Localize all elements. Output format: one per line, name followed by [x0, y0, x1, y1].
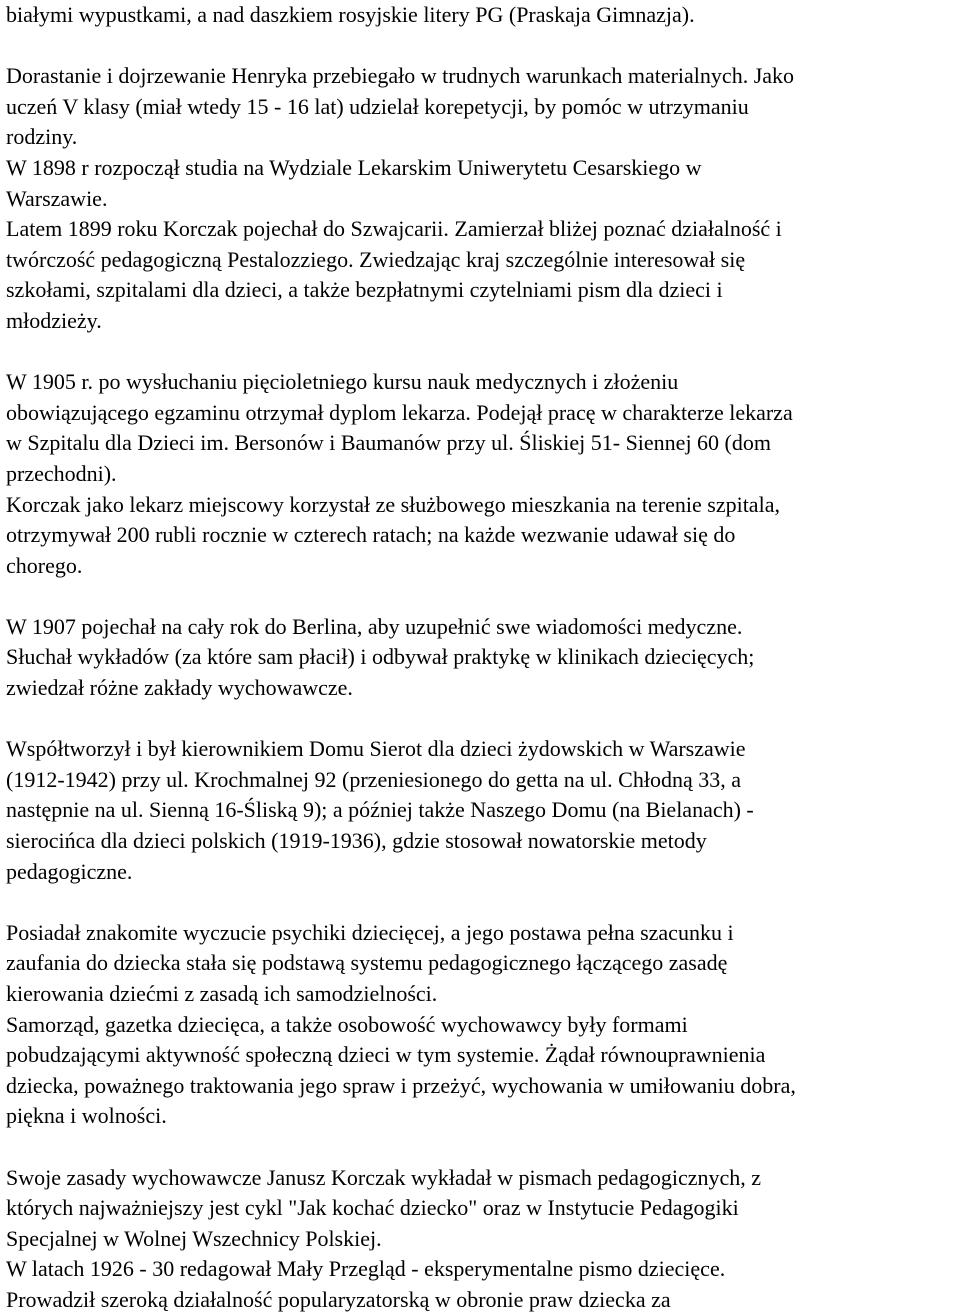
text-line: uczeń V klasy (miał wtedy 15 - 16 lat) udzielał korepetycji, by pomóc w utrzymaniu: [6, 93, 749, 119]
text-line: białymi wypustkami, a nad daszkiem rosyjskie litery PG (Praskaja Gimnazja).: [6, 2, 695, 27]
text-line: dziecka, poważnego traktowania jego spraw i przeżyć, wychowania w umiłowaniu dobra,: [6, 1072, 796, 1098]
text-line: rodziny.: [6, 124, 78, 150]
text-line: Prowadził szeroką działalność popularyzatorską w obronie praw dziecka za: [6, 1286, 671, 1312]
paragraph-gap: [6, 1132, 958, 1163]
paragraph-7: [6, 1163, 958, 1316]
text-line: piękna i wolności.: [6, 1103, 167, 1129]
text-line: Swoje zasady wychowawcze Janusz Korczak wykładał w pismach pedagogicznych, z: [6, 1164, 762, 1190]
text-line: Dorastanie i dojrzewanie Henryka przebiegało w trudnych warunkach materialnych. Jako: [6, 63, 795, 89]
paragraph-gap: [6, 581, 958, 612]
text-line: Specjalnej w Wolnej Wszechnicy Polskiej.: [6, 1225, 382, 1251]
text-line: szkołami, szpitalami dla dzieci, a także bezpłatnymi czytelniami pism dla dzieci i: [6, 277, 723, 303]
text-line: zwiedzał różne zakłady wychowawcze.: [6, 675, 353, 701]
text-line: W 1905 r. po wysłuchaniu pięcioletniego kursu nauk medycznych i złożeniu: [6, 369, 679, 395]
text-line: W 1898 r rozpoczął studia na Wydziale Lekarskim Uniwerytetu Cesarskiego w: [6, 154, 702, 180]
paragraph-gap: [6, 704, 958, 735]
text-line: następnie na ul. Sienną 16-Śliską 9); a później także Naszego Domu (na Bielanach) -: [6, 797, 754, 823]
text-line: kierowania dziećmi z zasadą ich samodzielności.: [6, 981, 438, 1006]
paragraph-3: [6, 367, 958, 581]
paragraph-gap: [6, 887, 958, 918]
text-line: Współtworzył i był kierownikiem Domu Sierot dla dzieci żydowskich w Warszawie: [6, 736, 746, 762]
paragraph-gap: [6, 31, 958, 62]
text-line: Samorząd, gazetka dziecięca, a także osobowość wychowawcy były formami: [6, 1011, 688, 1037]
paragraph-2: [6, 61, 958, 336]
text-line: pedagogiczne.: [6, 858, 133, 884]
text-line: sierocińca dla dzieci polskich (1919-1936), gdzie stosował nowatorskie metody: [6, 828, 707, 854]
paragraph-4: [6, 612, 958, 704]
text-line: młodzieży.: [6, 307, 102, 333]
text-line: zaufania do dziecka stała się podstawą systemu pedagogicznego łączącego zasadę: [6, 950, 728, 976]
text-line: Słuchał wykładów (za które sam płacił) i odbywał praktykę w klinikach dziecięcych;: [6, 644, 755, 670]
text-line: przechodni).: [6, 460, 117, 486]
paragraph-1: [6, 0, 958, 31]
document-page: [6, 0, 958, 1316]
text-line: w Szpitalu dla Dzieci im. Bersonów i Baumanów przy ul. Śliskiej 51- Siennej 60 (dom: [6, 430, 771, 456]
text-line: pobudzającymi aktywność społeczną dzieci w tym systemie. Żądał równouprawnienia: [6, 1042, 766, 1068]
text-line: Warszawie.: [6, 185, 108, 211]
paragraph-5: [6, 734, 958, 887]
text-line: otrzymywał 200 rubli rocznie w czterech ratach; na każde wezwanie udawał się do: [6, 522, 736, 548]
text-line: których najważniejszy jest cykl "Jak kochać dziecko" oraz w Instytucie Pedagogiki: [6, 1195, 739, 1221]
text-line: Korczak jako lekarz miejscowy korzystał ze służbowego mieszkania na terenie szpitala,: [6, 491, 780, 517]
text-line: W 1907 pojechał na cały rok do Berlina, aby uzupełnić swe wiadomości medyczne.: [6, 613, 743, 639]
paragraph-gap: [6, 337, 958, 368]
text-line: Latem 1899 roku Korczak pojechał do Szwajcarii. Zamierzał bliżej poznać działalność i: [6, 216, 782, 242]
text-line: Posiadał znakomite wyczucie psychiki dziecięcej, a jego postawa pełna szacunku i: [6, 919, 734, 945]
text-line: W latach 1926 - 30 redagował Mały Przegląd - eksperymentalne pismo dziecięce.: [6, 1256, 726, 1282]
text-line: chorego.: [6, 552, 83, 578]
text-line: obowiązującego egzaminu otrzymał dyplom lekarza. Podejął pracę w charakterze lekarza: [6, 399, 793, 425]
paragraph-6: [6, 918, 958, 1132]
text-line: twórczość pedagogiczną Pestalozziego. Zwiedzając kraj szczególnie interesował się: [6, 246, 746, 272]
text-line: (1912-1942) przy ul. Krochmalnej 92 (przeniesionego do getta na ul. Chłodną 33, a: [6, 766, 741, 792]
